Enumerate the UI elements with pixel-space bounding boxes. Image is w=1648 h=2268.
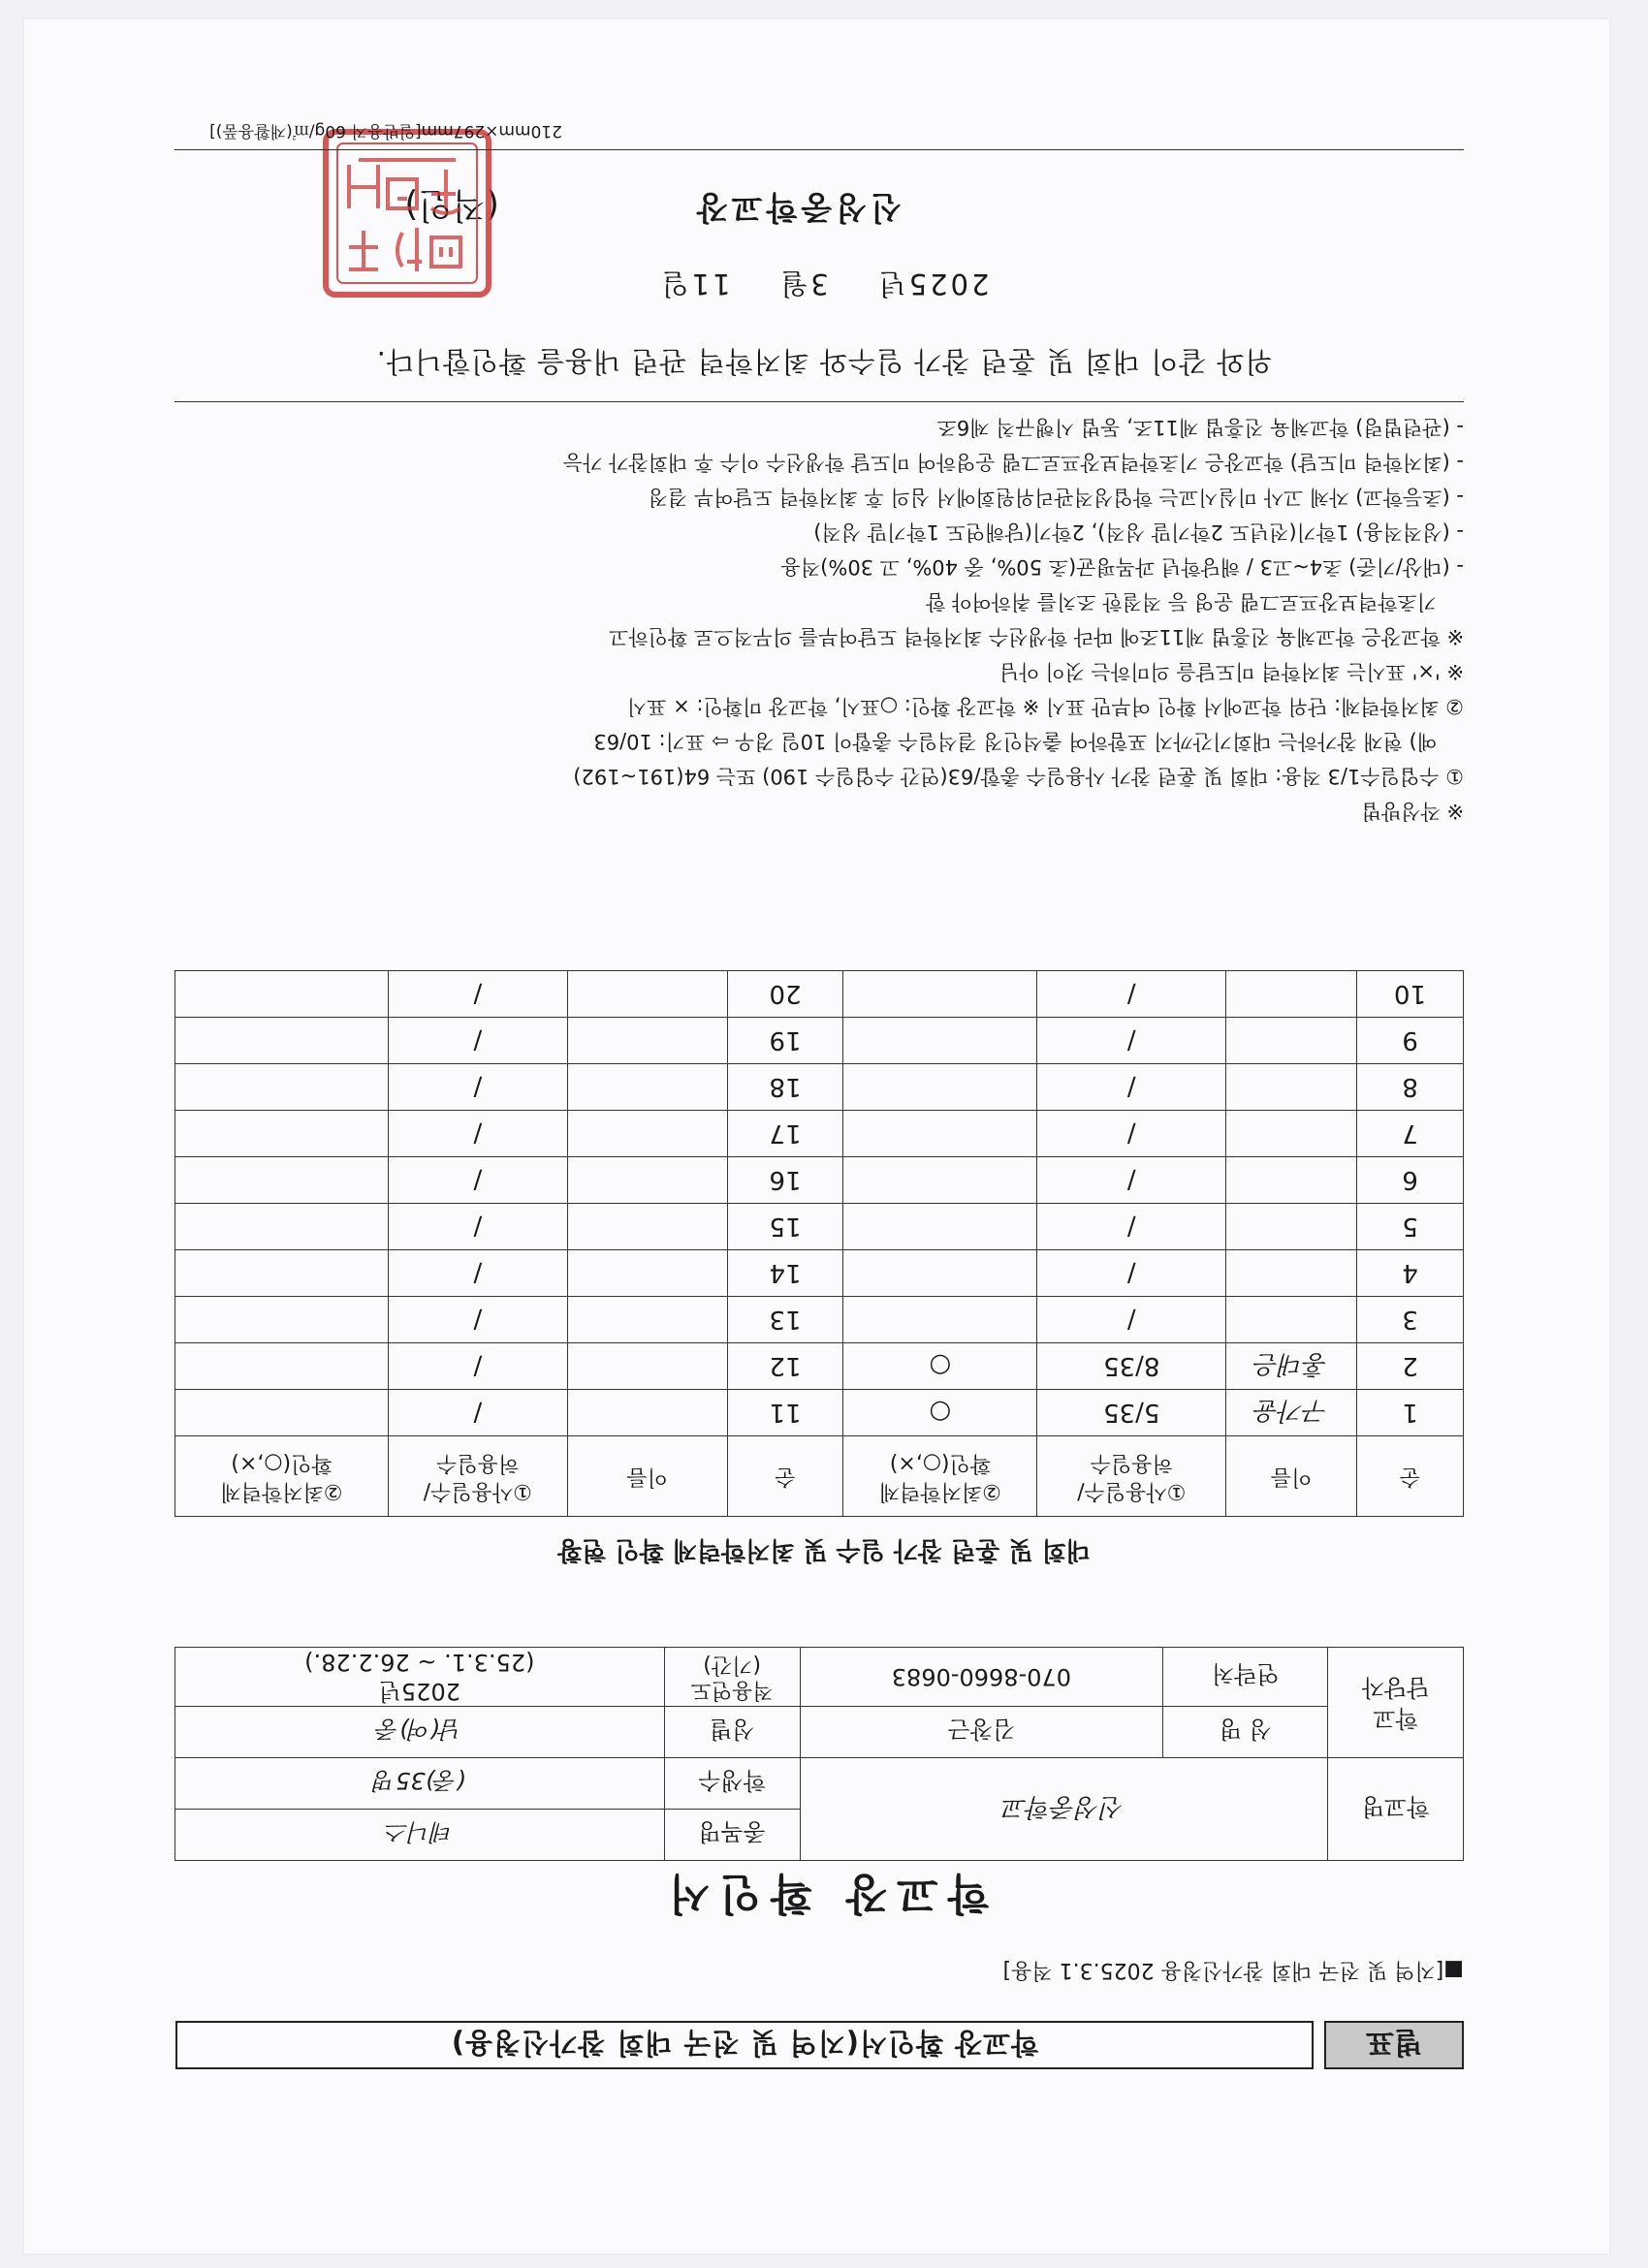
issue-date [0,266,1648,305]
school-info-table [174,1647,1464,1861]
student-name [1226,1157,1357,1204]
academic-check: ○ [843,1390,1037,1436]
academic-check [175,971,389,1018]
student-name: 홍대은 [1226,1343,1357,1390]
row-number: 11 [727,1390,843,1436]
days-ratio: / [388,1250,567,1297]
row-number: 18 [727,1064,843,1111]
table-row [175,1157,1464,1204]
row-number: 19 [727,1018,843,1064]
period-value: 2025년 [378,1678,460,1705]
days-ratio: / [1037,1204,1226,1250]
academic-check [843,1018,1037,1064]
student-name [567,1064,727,1111]
note-line: - (초등학교) 자체 고사 미실시교는 학업성적관리위원회에서 심의 후 최저학력 도달여부 결정 [648,486,1464,509]
period-label: 적용연도 (기간) [664,1648,800,1707]
days-ratio: 8/35 [1037,1343,1226,1390]
table-row [175,971,1464,1018]
participation-table [174,970,1464,1517]
student-name [567,1390,727,1436]
school-name: 신성중학교 [800,1758,1328,1861]
col-no-left: 순 [1357,1436,1464,1517]
date-year: 2025년 [875,268,990,300]
enroll-label: 학생수 [664,1758,800,1810]
days-ratio: / [388,1343,567,1390]
student-name [567,1111,727,1157]
row-number: 15 [727,1204,843,1250]
days-ratio: / [1037,1297,1226,1343]
section-title: 대회 및 훈련 참가 일수 및 최저학력제 확인 현황 [557,1535,1091,1564]
days-ratio: / [1037,1064,1226,1111]
row-number: 13 [727,1297,843,1343]
divider-line [174,401,1464,402]
days-ratio: / [388,1111,567,1157]
col-no-right: 순 [727,1436,843,1517]
days-ratio: / [1037,1111,1226,1157]
record-rows [175,971,1464,1436]
note-line: ② 최저학력제: 단위 학교에서 확인 여부만 표시 ※ 학교장 확인: ○표시, 학교장 미확인: × 표시 [626,695,1464,718]
student-name [567,1018,727,1064]
seal-placeholder: (직인) [404,185,499,225]
note-line: 기초학력보장프로그램 운영 등 적절한 조치를 취하여야 함 [926,590,1437,614]
row-number: 10 [1357,971,1464,1018]
table-row [175,1343,1464,1390]
academic-check [175,1390,389,1436]
confirmation-statement: 위와 같이 대회 및 훈련 참가 일수와 최저학력 관련 내용을 확인합니다. [375,345,1273,378]
student-name [567,1297,727,1343]
row-number: 9 [1357,1018,1464,1064]
note-line: ※ 작성방법 [1361,800,1464,823]
form-subtitle: ■[지역 및 전국 대회 참가신청용 2025.3.1 적용] [1002,1958,1464,1982]
student-name [567,1157,727,1204]
academic-check [843,1111,1037,1157]
days-ratio: / [1037,1250,1226,1297]
academic-check [175,1111,389,1157]
row-number: 3 [1357,1297,1464,1343]
row-number: 7 [1357,1111,1464,1157]
student-name [567,971,727,1018]
row-number: 20 [727,971,843,1018]
table-row [175,1250,1464,1297]
form-title: 학교장 확인서 [658,1869,990,1918]
row-number: 4 [1357,1250,1464,1297]
academic-check [175,1250,389,1297]
days-ratio: / [388,1157,567,1204]
date-day: 11일 [658,268,731,300]
header [174,2021,1464,2069]
manager-label: 학교 담당자 [1328,1648,1464,1758]
appendix-badge: 별표 [1324,2021,1464,2069]
academic-check [843,1204,1037,1250]
note-line: ※ 학교장은 학교체육 진흥법 제11조에 따라 학생선수 최저학력 도달여부를 의무적으로 확인하고 [609,625,1464,648]
document-title: 학교장 확인서(지역 및 전국 대회 참가신청용) [175,2021,1314,2069]
student-name [1226,1204,1357,1250]
days-ratio: 5/35 [1037,1390,1226,1436]
student-name [1226,1064,1357,1111]
row-number: 5 [1357,1204,1464,1250]
note-line: ① 수업일수1/3 적용: 대회 및 훈련 참가 사용일수 총합/63(연간 수업일수 190) 또는 64(191~192) [573,765,1464,788]
col-name-right: 이름 [567,1436,727,1517]
days-ratio: / [388,1297,567,1343]
col-ratio-left: ①사용일수/ 허용일수 [1037,1436,1226,1517]
note-line: - (성적적용) 1학기(전년도 2학기말 성적), 2학기(당해연도 1학기말 성적) [813,520,1464,544]
academic-check [843,1064,1037,1111]
period-cell [175,1648,665,1707]
footer-line [174,149,1464,150]
days-ratio: / [388,971,567,1018]
note-line: ※ '×' 표시는 최저학력 미도달을 의미하는 것이 아님 [999,660,1464,683]
student-name [1226,1018,1357,1064]
row-number: 6 [1357,1157,1464,1204]
table-row [175,1018,1464,1064]
col-name-left: 이름 [1226,1436,1357,1517]
name-label: 성 명 [1163,1707,1328,1758]
note-line: - (관련법령) 학교체육 진흥법 제11조, 동법 시행규칙 제6조 [936,416,1464,439]
official-seal-icon [320,126,494,300]
days-ratio: / [388,1204,567,1250]
col-check-right: ②최저학력제 확인(○,×) [175,1436,389,1517]
sport-label: 종목명 [664,1810,800,1861]
gender-label: 성별 [664,1707,800,1758]
academic-check [175,1297,389,1343]
note-line: - (최저학력 미도달) 학교장은 기초학력보장프로그램 운영하여 미도달 학생선수 이수 후 대회참가 가능 [562,451,1464,474]
row-number: 12 [727,1343,843,1390]
note-line: 예) 현재 참가하는 대회기간까지 포함하여 출석인정 결석일수 총합이 10일 경우 ⇨ 표기: 10/63 [593,730,1437,753]
instructions [174,410,1464,829]
academic-check [175,1157,389,1204]
days-ratio: / [1037,1157,1226,1204]
date-month: 3월 [777,268,829,300]
row-number: 8 [1357,1064,1464,1111]
table-row [175,1204,1464,1250]
col-check-left: ②최저학력제 확인(○,×) [843,1436,1037,1517]
principal-title: 신성중학교장 [692,189,902,227]
student-name [567,1204,727,1250]
contact-value: 070-8660-0683 [800,1648,1163,1707]
name-value: 김창근 [800,1707,1163,1758]
row-number: 14 [727,1250,843,1297]
student-name [1226,1250,1357,1297]
academic-check [843,1157,1037,1204]
academic-check [175,1343,389,1390]
row-number: 1 [1357,1390,1464,1436]
gender-value: 남(여)중 [175,1707,665,1758]
academic-check [843,971,1037,1018]
table-row [175,1297,1464,1343]
school-label: 학교명 [1328,1758,1464,1861]
academic-check [175,1064,389,1111]
student-name [1226,971,1357,1018]
student-name [567,1250,727,1297]
row-number: 2 [1357,1343,1464,1390]
col-ratio-right: ①사용일수/ 허용일수 [388,1436,567,1517]
row-number: 16 [727,1157,843,1204]
paper-spec: 210mm×297mm[일반용지 60g/㎡(재활용품)] [209,121,562,141]
academic-check [175,1018,389,1064]
period-range: (25.3.1. ~ 26.2.28.) [304,1649,535,1676]
note-line: - (대상/기준) 초4~고3 / 해당학년 과목평균(초 50%, 중 40%, 고 30%)적용 [780,555,1464,579]
student-name: 구가윤 [1226,1390,1357,1436]
academic-check: ○ [843,1343,1037,1390]
days-ratio: / [388,1018,567,1064]
table-row [175,1390,1464,1436]
days-ratio: / [1037,971,1226,1018]
table-row [175,1111,1464,1157]
days-ratio: / [388,1390,567,1436]
days-ratio: / [1037,1018,1226,1064]
academic-check [843,1250,1037,1297]
enroll-value: (중)35명 [175,1758,665,1810]
table-row [175,1064,1464,1111]
student-name [1226,1297,1357,1343]
academic-check [843,1297,1037,1343]
academic-check [175,1204,389,1250]
sport-value: 테니스 [175,1810,665,1861]
student-name [1226,1111,1357,1157]
row-number: 17 [727,1111,843,1157]
student-name [567,1343,727,1390]
days-ratio: / [388,1064,567,1111]
contact-label: 연락처 [1163,1648,1328,1707]
